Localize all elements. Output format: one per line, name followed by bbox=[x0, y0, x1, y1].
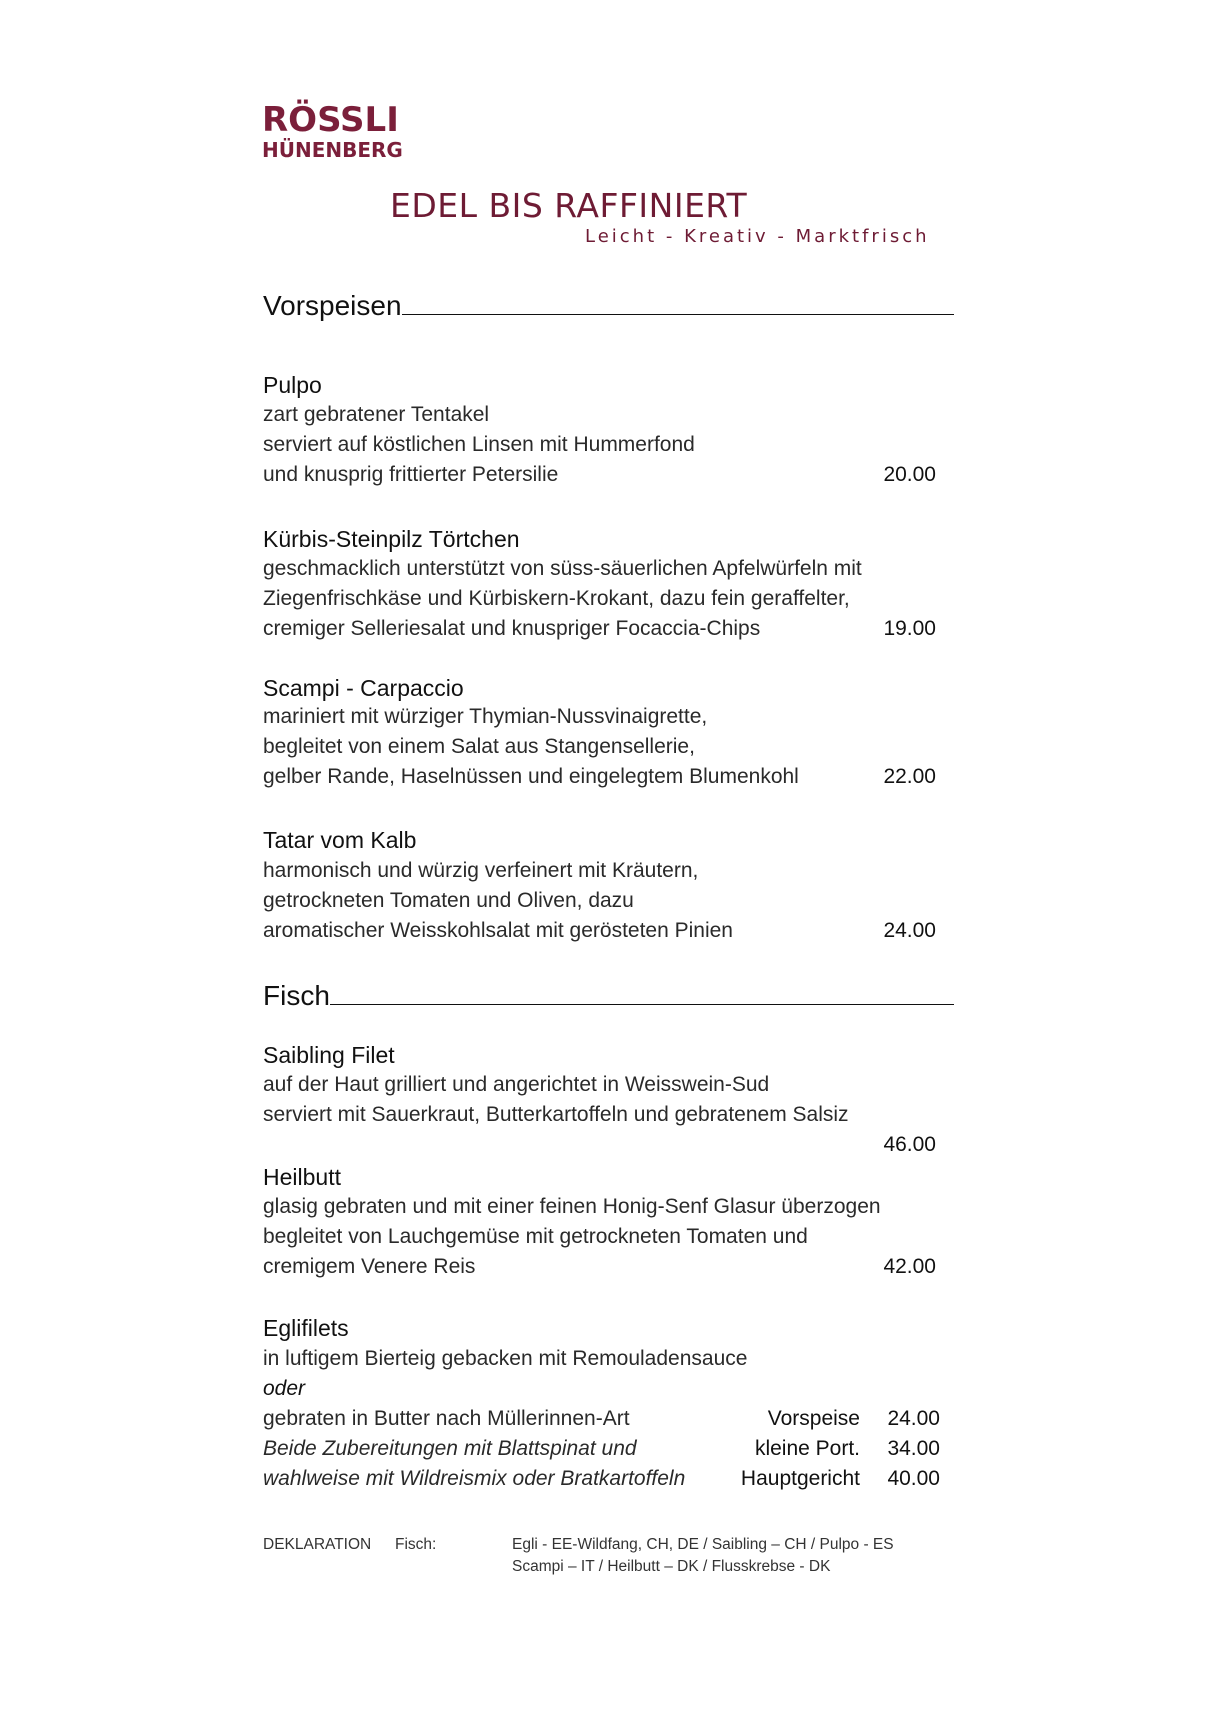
dish-desc-line: glasig gebraten und mit einer feinen Honig-Senf Glasur überzogen bbox=[263, 1195, 881, 1218]
dish-price-pulpo: 20.00 bbox=[883, 463, 936, 486]
dish-price-saibling: 46.00 bbox=[883, 1133, 936, 1156]
dish-desc-line: begleitet von einem Salat aus Stangensellerie, bbox=[263, 735, 695, 758]
portion-label: kleine Port. bbox=[754, 1437, 860, 1460]
dish-price-heilbutt: 42.00 bbox=[883, 1255, 936, 1278]
section-rule bbox=[330, 1004, 954, 1005]
dish-desc-line: mariniert mit würziger Thymian-Nussvinaigrette, bbox=[263, 705, 708, 728]
portion-label: Vorspeise bbox=[767, 1407, 860, 1430]
portion-price: 24.00 bbox=[887, 1407, 940, 1430]
dish-desc-line: gelber Rande, Haselnüssen und eingelegtem Blumenkohl bbox=[263, 765, 799, 788]
dish-desc-line: aromatischer Weisskohlsalat mit gerösteten Pinien bbox=[263, 919, 733, 942]
dish-price-scampi: 22.00 bbox=[883, 765, 936, 788]
dish-price-tatar: 24.00 bbox=[883, 919, 936, 942]
dish-desc-line: auf der Haut grilliert und angerichtet in Weisswein-Sud bbox=[263, 1073, 770, 1096]
dish-desc-line: in luftigem Bierteig gebacken mit Remouladensauce bbox=[263, 1347, 748, 1370]
menu-subtitle: Leicht - Kreativ - Marktfrisch bbox=[585, 226, 930, 247]
dish-name-saibling: Saibling Filet bbox=[263, 1042, 395, 1068]
dish-desc-line: und knusprig frittierter Petersilie bbox=[263, 463, 559, 486]
declaration-line: Egli - EE-Wildfang, CH, DE / Saibling – CH / Pulpo - ES bbox=[512, 1536, 894, 1553]
dish-desc-line: cremigem Venere Reis bbox=[263, 1255, 476, 1278]
portion-price: 34.00 bbox=[887, 1437, 940, 1460]
dish-desc-oder: oder bbox=[263, 1377, 306, 1400]
portion-label: Hauptgericht bbox=[740, 1467, 860, 1490]
dish-name-pulpo: Pulpo bbox=[263, 372, 322, 398]
logo-text-roessli: RÖSSLI bbox=[262, 100, 399, 140]
dish-desc-line: getrockneten Tomaten und Oliven, dazu bbox=[263, 889, 634, 912]
dish-desc-line: serviert mit Sauerkraut, Butterkartoffeln und gebratenem Salsiz bbox=[263, 1103, 849, 1126]
dish-desc-line: gebraten in Butter nach Müllerinnen-Art bbox=[263, 1407, 630, 1430]
dish-name-kuerbis: Kürbis-Steinpilz Törtchen bbox=[263, 526, 520, 552]
section-heading-fisch bbox=[263, 980, 954, 1012]
dish-desc-line: begleitet von Lauchgemüse mit getrockneten Tomaten und bbox=[263, 1225, 808, 1248]
dish-desc-line: cremiger Selleriesalat und knuspriger Focaccia-Chips bbox=[263, 617, 761, 640]
dish-desc-line: Beide Zubereitungen mit Blattspinat und bbox=[263, 1437, 637, 1460]
declaration-category: Fisch: bbox=[395, 1536, 437, 1553]
section-heading-vorspeisen bbox=[263, 290, 954, 322]
logo-text-huenenberg: HÜNENBERG bbox=[262, 138, 403, 162]
section-title: Vorspeisen bbox=[263, 290, 402, 321]
dish-name-scampi: Scampi - Carpaccio bbox=[263, 675, 464, 701]
section-title: Fisch bbox=[263, 980, 330, 1011]
dish-name-egli: Eglifilets bbox=[263, 1315, 349, 1341]
dish-desc-line: serviert auf köstlichen Linsen mit Hummerfond bbox=[263, 433, 695, 456]
dish-desc-line: wahlweise mit Wildreismix oder Bratkartoffeln bbox=[263, 1467, 686, 1490]
dish-name-tatar: Tatar vom Kalb bbox=[263, 827, 417, 853]
dish-price-kuerbis: 19.00 bbox=[883, 617, 936, 640]
menu-title: EDEL BIS RAFFINIERT bbox=[390, 186, 748, 225]
declaration-label: DEKLARATION bbox=[263, 1536, 372, 1553]
portion-price: 40.00 bbox=[887, 1467, 940, 1490]
dish-desc-line: Ziegenfrischkäse und Kürbiskern-Krokant, dazu fein geraffelter, bbox=[263, 587, 850, 610]
section-rule bbox=[402, 314, 954, 315]
dish-desc-line: harmonisch und würzig verfeinert mit Kräutern, bbox=[263, 859, 699, 882]
dish-name-heilbutt: Heilbutt bbox=[263, 1164, 341, 1190]
restaurant-logo bbox=[262, 102, 403, 162]
declaration-line: Scampi – IT / Heilbutt – DK / Flusskrebse - DK bbox=[512, 1558, 831, 1575]
dish-desc-line: zart gebratener Tentakel bbox=[263, 403, 490, 426]
dish-desc-line: geschmacklich unterstützt von süss-säuerlichen Apfelwürfeln mit bbox=[263, 557, 862, 580]
